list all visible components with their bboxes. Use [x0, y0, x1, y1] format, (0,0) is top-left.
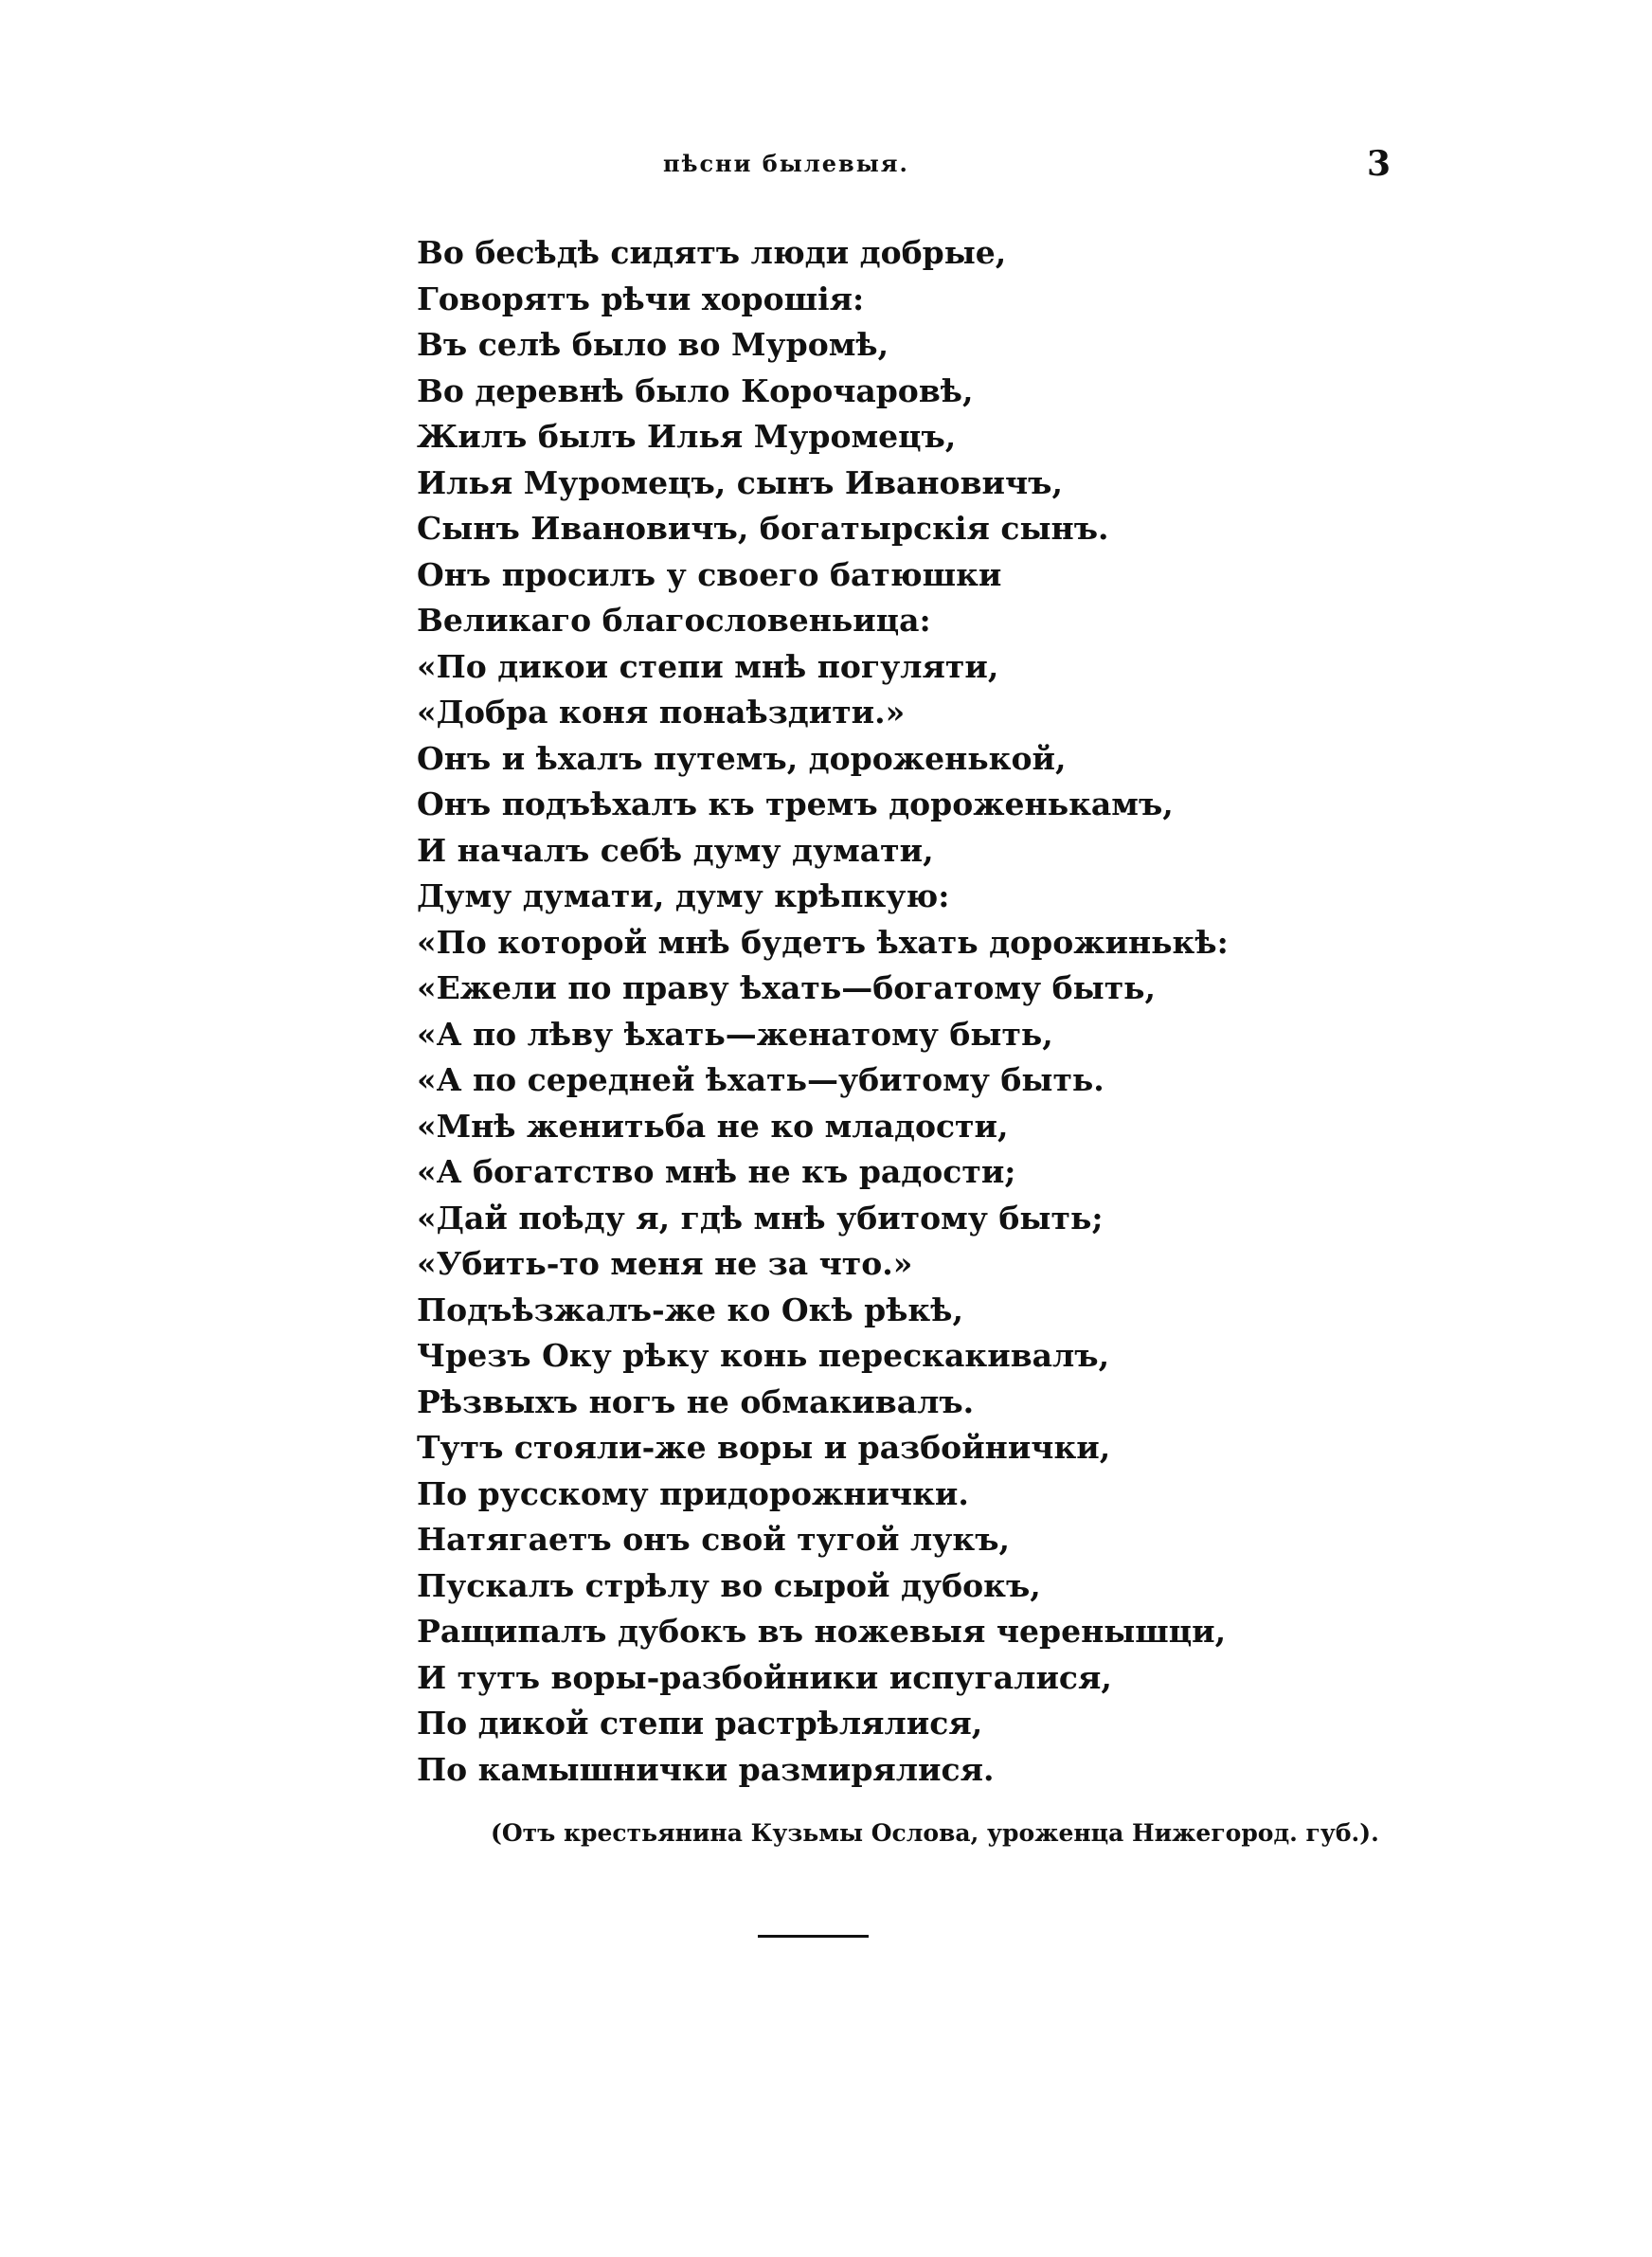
poem-line: Въ селѣ было во Муромѣ,	[417, 326, 889, 363]
page-number: 3	[1367, 144, 1392, 184]
poem-line: Сынъ Ивановичъ, богатырскія сынъ.	[417, 510, 1109, 547]
poem-line: По русскому придорожнички.	[417, 1474, 969, 1512]
poem-line: Илья Муромецъ, сынъ Ивановичъ,	[417, 463, 1063, 501]
poem-line: По дикой степи растрѣлялися,	[417, 1705, 983, 1742]
poem-line: И тутъ воры-разбойники испугалися,	[417, 1658, 1112, 1696]
poem-line: Онъ подъѣхалъ къ тремъ дороженькамъ,	[417, 785, 1174, 822]
poem-line: Ращипалъ дубокъ въ ножевыя черенышци,	[417, 1613, 1227, 1650]
poem-line: «Убить-то меня не за что.»	[417, 1245, 913, 1282]
poem-line: Онъ и ѣхалъ путемъ, дороженькой,	[417, 739, 1067, 777]
running-title: пѣсни былевыя.	[663, 150, 909, 177]
poem-line: Подъѣзжалъ-же ко Окѣ рѣкѣ,	[417, 1291, 963, 1328]
poem-line: По камышнички размирялися.	[417, 1750, 995, 1788]
end-divider	[758, 1935, 869, 1938]
poem-line: Думу думати, думу крѣпкую:	[417, 877, 950, 914]
poem-line: «По дикои степи мнѣ погуляти,	[417, 647, 999, 685]
poem-line: «Дай поѣду я, гдѣ мнѣ убитому быть;	[417, 1199, 1104, 1237]
poem-line: И началъ себѣ думу думати,	[417, 831, 934, 869]
poem-text	[417, 230, 1411, 1793]
poem-line: «А по середней ѣхать—убитому быть.	[417, 1061, 1104, 1098]
poem-line: Тутъ стояли-же воры и разбойнички,	[417, 1429, 1111, 1466]
poem-line: Пускалъ стрѣлу во сырой дубокъ,	[417, 1566, 1041, 1604]
poem-line: «Мнѣ женитьба не ко младости,	[417, 1107, 1009, 1145]
source-attribution: (Отъ крестьянина Кузьмы Ослова, уроженца Нижегород. губ.).	[491, 1819, 1379, 1847]
poem-line: «Ежели по праву ѣхать—богатому быть,	[417, 969, 1157, 1006]
poem-line: Онъ просилъ у своего батюшки	[417, 555, 1002, 593]
poem-line: Чрезъ Оку рѣку конь перескакивалъ,	[417, 1337, 1110, 1374]
poem-line: «По которой мнѣ будетъ ѣхать дорожинькѣ:	[417, 923, 1229, 961]
poem-line: Жилъ былъ Илья Муромецъ,	[417, 418, 957, 455]
poem-line: «А по лѣву ѣхать—женатому быть,	[417, 1015, 1053, 1053]
poem-line: Во деревнѣ было Корочаровѣ,	[417, 371, 974, 409]
poem-line: Во бесѣдѣ сидятъ люди добрые,	[417, 234, 1007, 271]
poem-line: «А богатство мнѣ не къ радости;	[417, 1153, 1016, 1190]
poem-line: Натягаетъ онъ свой тугой лукъ,	[417, 1521, 1011, 1558]
poem-line: «Добра коня понаѣздити.»	[417, 694, 906, 731]
running-head	[0, 144, 1652, 188]
poem-line: Великаго благословеньица:	[417, 602, 931, 639]
poem-line: Рѣзвыхъ ногъ не обмакивалъ.	[417, 1382, 975, 1420]
poem-line: Говорятъ рѣчи хорошія:	[417, 280, 865, 317]
